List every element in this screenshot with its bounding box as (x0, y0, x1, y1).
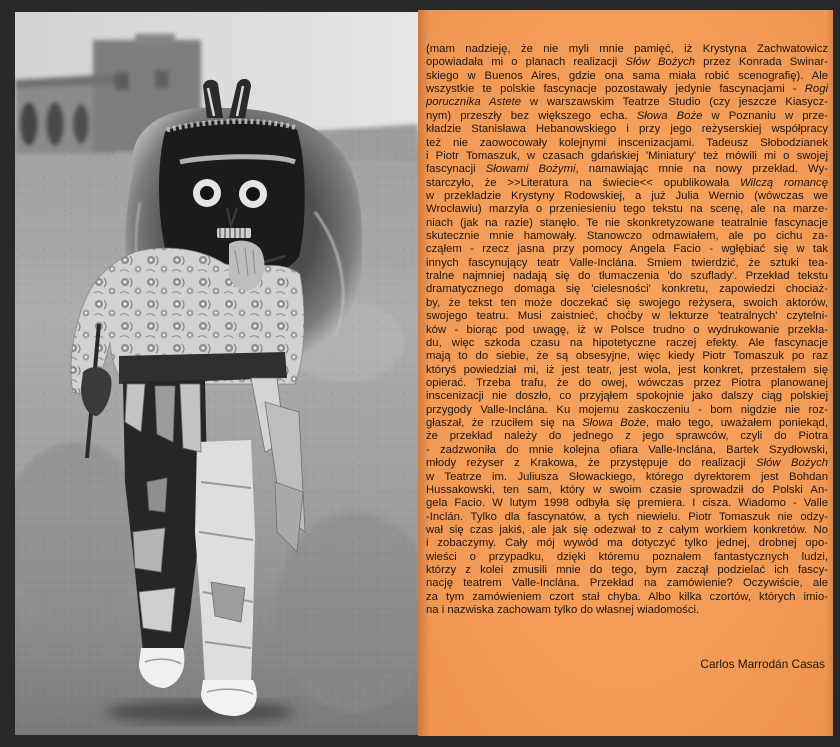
text-segment: wszystkie te polskie fascynacje pozostawały jedynie fascynacjami - (426, 83, 805, 96)
text-line (426, 564, 828, 577)
text-line (426, 577, 828, 590)
text-segment: mają to do siebie, że są obsesyjne, więc kiedy Piotr Tomaszuk po raz (426, 350, 828, 363)
text-segment: Hussakowski, ten sam, który w swoim czasie sprowadził do Polski An- (426, 483, 828, 496)
text-line (426, 430, 828, 443)
italic-title-text: porucznika Astete (426, 96, 522, 109)
italic-title-text: Słowa Boże (582, 417, 646, 430)
text-segment: w warszawskim Teatrze Studio (czy jeszcze Kiasycz- (521, 96, 828, 109)
text-segment: , mało tego, uważałem poniekąd, (645, 417, 828, 430)
text-line (426, 163, 828, 176)
text-segment: w Poznaniu w prze- (702, 109, 828, 122)
text-line (426, 377, 828, 390)
text-segment: cząłem - rzecz jasna przy pomocy Angela Facio - wgłębiać się w tak (426, 243, 828, 256)
text-line (426, 283, 828, 296)
text-line (426, 150, 828, 163)
text-line (426, 190, 828, 203)
text-line (426, 217, 828, 230)
left-page-photo (15, 12, 418, 735)
masked-figure-photo (15, 12, 418, 735)
text-line (426, 96, 828, 109)
text-segment: skiego w Buenos Aires, gdzie ona sama miała robić scenografię). Ale (426, 69, 828, 82)
text-line (426, 417, 828, 430)
text-line (426, 297, 828, 310)
text-segment: Wrocławiu) marzyła o przeniesieniu tego tekstu na scenę, ale na marze- (426, 203, 828, 216)
text-line (426, 390, 828, 403)
text-segment: którzy z kolei zmusili mnie do tego, bym zaczął podzielać ich fascy- (426, 564, 828, 577)
text-line (426, 203, 828, 216)
text-line (426, 110, 828, 123)
text-segment: kładzie Stanisława Hebanowskiego i przy jego reżyserskiej współpracy (426, 123, 828, 136)
text-line (426, 551, 828, 564)
text-segment: na i nazwiska zachowam tylko do własnej wiadomości. (426, 604, 700, 617)
text-line (426, 484, 828, 497)
text-segment: głaszał, że rzuciłem się na (426, 417, 583, 430)
text-line (426, 230, 828, 243)
text-segment: przez Konrada Swinar- (695, 56, 828, 69)
text-segment: , namawiając mnie na nowy przekład. Wy- (575, 163, 828, 176)
text-segment: by, że tekst ten może doczekać się swojego reżysera, swoich aktorów, (426, 296, 828, 309)
text-line (426, 137, 828, 150)
text-line (426, 70, 828, 83)
text-line (426, 591, 828, 604)
text-line (426, 471, 828, 484)
text-line (426, 310, 828, 323)
text-line (426, 257, 828, 270)
text-line (426, 511, 828, 524)
text-line (426, 524, 828, 537)
text-segment: nację teatrem Valle-Inclána. Przekład na zamówienie? Oczywiście, ale (426, 577, 828, 590)
text-line (426, 457, 828, 470)
text-line (426, 337, 828, 350)
text-segment: tralne najmniej nadają się do tłumaczenia 'do szuflady'. Przekład tekstu (426, 270, 828, 283)
text-line (426, 123, 828, 136)
text-segment: fascynacji (426, 163, 486, 176)
text-segment: opierać. Trzeba trafu, że do owej, wówczas przez Piotra planowanej (426, 376, 828, 389)
text-segment: innych fascynujący teatr Valle-Inclána. Śmiem twierdzić, że sztuki tea- (426, 256, 828, 269)
italic-title-text: Rogi (804, 83, 828, 96)
text-line (426, 270, 828, 283)
text-segment: przygody Valle-Inclána. Ku mojemu zaskoczeniu - bom nigdzie nie roz- (426, 403, 828, 416)
text-line (426, 604, 828, 617)
text-segment: swojego teatru. Musi zaistnieć, choćby w lekturze 'teatralnych' czytelni- (426, 310, 828, 323)
mask-mouth (217, 228, 251, 238)
text-line (426, 350, 828, 363)
text-segment: i zobaczymy. Cały mój wywód ma dotyczyć tylko jednej, drobnej opo- (426, 537, 828, 550)
text-line (426, 444, 828, 457)
text-segment: starczyło, że >>Literatura na świecie<< opublikowała (426, 176, 740, 189)
text-line (426, 177, 828, 190)
text-segment: i Piotr Tomaszuk, w czasach gdańskiej 'Miniatury' też mówili mi o swojej (426, 149, 828, 162)
text-segment: wał się czas jakiś, ale jak się odezwał to z całym workiem konkretów. No (426, 523, 828, 536)
text-segment: wieści o przypadku, dzięki któremu poznałem fantastycznych ludzi, (426, 550, 828, 563)
text-line (426, 537, 828, 550)
text-line (426, 497, 828, 510)
text-segment: w przekładzie Krystyny Rodowskiej, a już Julia Wernio (wówczas we (426, 189, 828, 202)
text-segment: że przekład należy do jednego z jego sprawców, czyli do Piotra (426, 430, 828, 443)
text-segment: niach (jak na razie) stanęło. Te nie skonkretyzowane teatralnie fascynacje (426, 216, 828, 229)
text-segment: opowiadała mi o planach realizacji (426, 56, 626, 69)
text-segment: w Teatrze im. Juliusza Słowackiego, którego dyrektorem jest Bohdan (426, 470, 828, 483)
text-segment: ków - biorąc pod uwagę, iż w Polsce trudno o wydrukowanie przekła- (426, 323, 828, 336)
text-segment: skutecznie mnie hamowały. Stanowczo odmawiałem, ale po cichu za- (426, 230, 828, 243)
right-page (418, 10, 833, 736)
author-signature: Carlos Marrodán Casas (700, 657, 825, 671)
text-segment: dramatycznego domaga się 'cielesności' konkretu, zapowiedzi chociaż- (426, 283, 828, 296)
text-segment: gela Facio. W lutym 1998 odbyła się premiera. I cisza. Wiadomo - Valle (426, 497, 828, 510)
italic-title-text: Słowa Boże (636, 109, 703, 122)
figure-shadow (105, 700, 295, 724)
text-segment: inscenizacji nie doszło, co przyjąłem spokojnie jako dalszy ciąg polskiej (426, 390, 828, 403)
italic-title-text: Słów Bożych (625, 56, 696, 69)
text-segment: nym) przeszły bez większego echa. (426, 109, 637, 122)
text-line (426, 404, 828, 417)
text-segment: młody reżyser z Krakowa, że przystępuje do realizacji (426, 457, 756, 470)
italic-title-text: Wilczą romancę (739, 176, 828, 189)
italic-title-text: Słowami Bożymi (485, 163, 576, 176)
text-segment: któryś powiedział mi, iż jest teatr, jest wola, jest konkret, przestałem się (426, 363, 828, 376)
text-segment: też nie zaowocowały kolejnymi inscenizacjami. Tadeusz Słobodzianek (426, 136, 828, 149)
italic-title-text: Słów Bożych (755, 457, 828, 470)
text-segment: (mam nadzieję, że nie myli mnie pamięć, iż Krystyna Zachwatowicz (426, 43, 828, 55)
text-line (426, 56, 828, 69)
text-line (426, 243, 828, 256)
text-segment: - zadzwoniła do mnie kolejna ofiara Valle-Inclána, Bartek Szydłowski, (426, 443, 828, 456)
text-line (426, 324, 828, 337)
text-segment: du, więc szkoda czasu na hipotetyczne raczej efekty. Ale fascynacje (426, 336, 828, 349)
text-segment: za tym zamówieniem czort stał chyba. Albo kilka czortów, których imio- (426, 590, 828, 603)
text-line (426, 83, 828, 96)
article-text (426, 43, 828, 617)
text-line (426, 43, 828, 56)
text-segment: -Inclán. Tylko dla fascynatów, a tych niewielu. Piotr Tomaszuk nie odzy- (426, 510, 828, 523)
text-line (426, 364, 828, 377)
